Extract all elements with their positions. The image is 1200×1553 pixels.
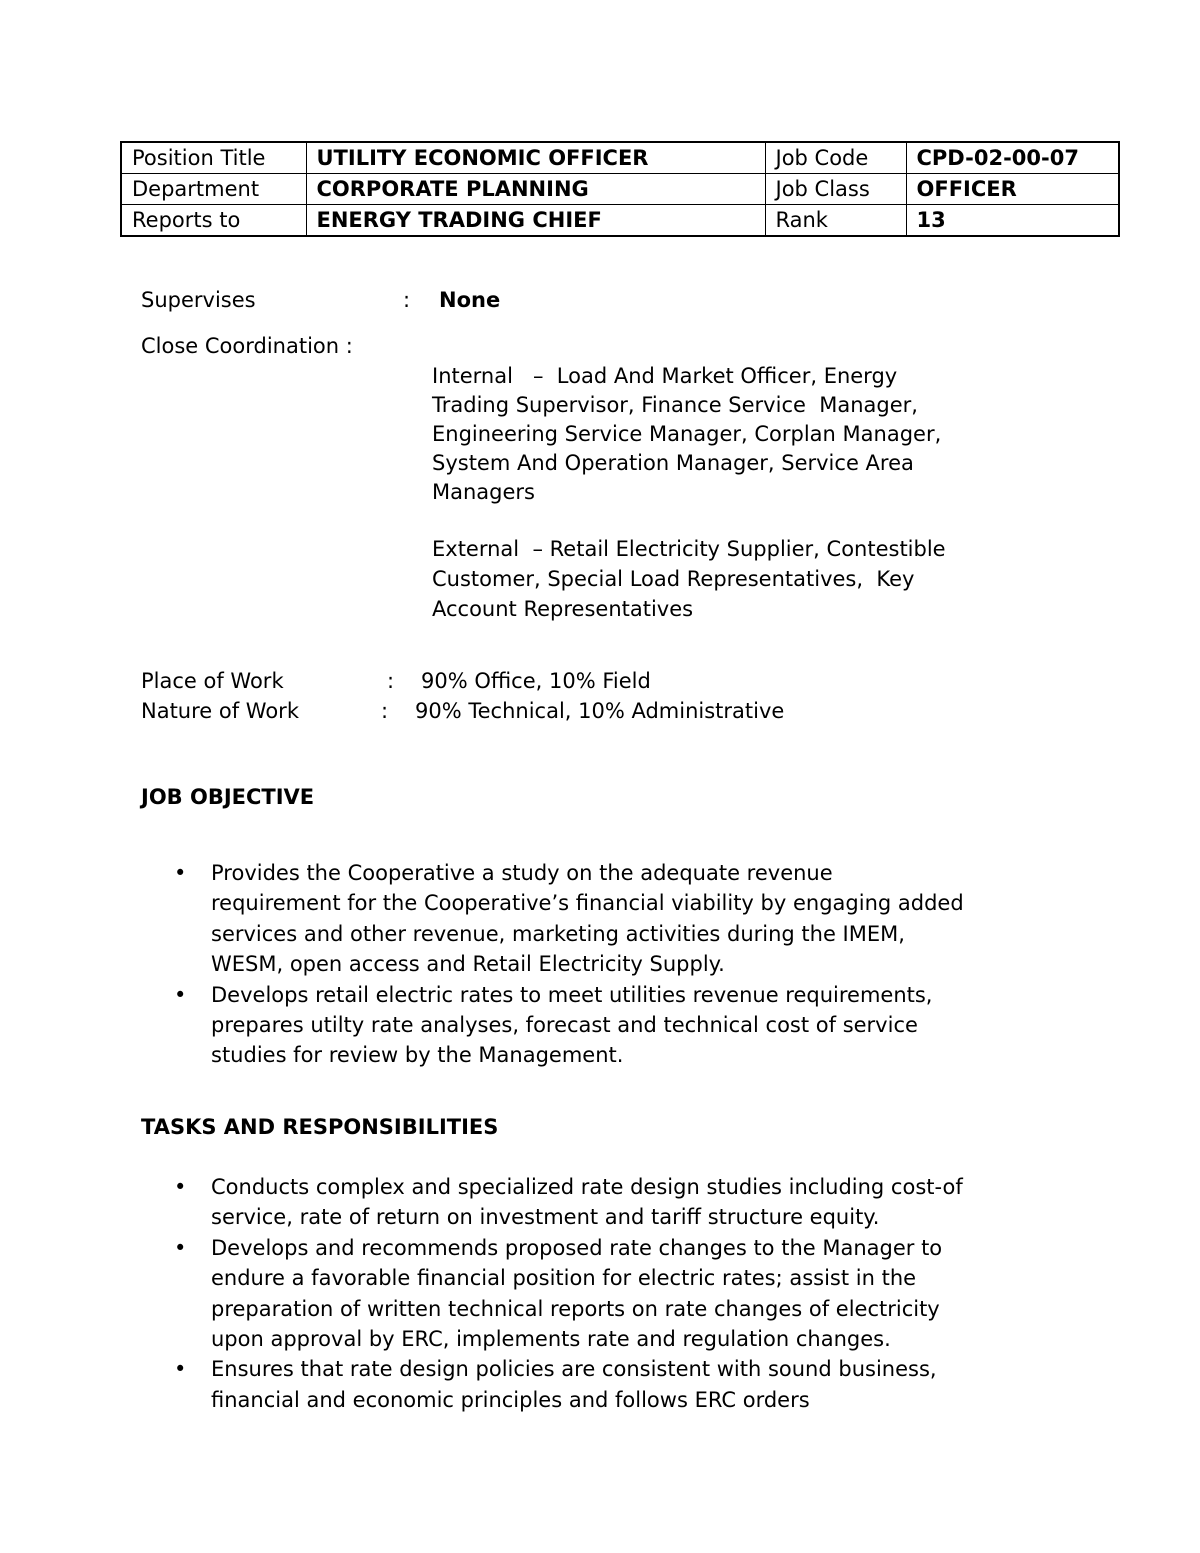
- internal-line: Internal – Load And Market Officer, Energy: [432, 364, 898, 388]
- job-objective-heading: JOB OBJECTIVE: [141, 785, 315, 809]
- tasks-list: [0, 1172, 963, 1415]
- bullet-icon: •: [174, 861, 187, 885]
- bullet-icon: •: [174, 1357, 187, 1382]
- bullet-line: Ensures that rate design policies are consistent with sound business,: [211, 1357, 937, 1382]
- list-item: [0, 1233, 963, 1355]
- supervises-value: None: [439, 288, 501, 312]
- bullet-line: services and other revenue, marketing activities during the IMEM,: [211, 921, 905, 946]
- job-class-label: Job Class: [765, 174, 906, 205]
- job-objective-list: [0, 858, 964, 1071]
- list-item: [0, 1354, 963, 1415]
- bullet-line: financial and economic principles and follows ERC orders: [211, 1387, 810, 1412]
- reports-to-value: ENERGY TRADING CHIEF: [306, 205, 765, 237]
- table-row: [121, 174, 1119, 205]
- external-coordination: [432, 534, 946, 624]
- bullet-line: endure a favorable financial position for electric rates; assist in the: [211, 1266, 917, 1291]
- department-label: Department: [121, 174, 306, 205]
- bullet-icon: •: [174, 1235, 187, 1260]
- nature-of-work-value: 90% Technical, 10% Administrative: [415, 699, 785, 723]
- bullet-line: studies for review by the Management.: [211, 1043, 624, 1068]
- internal-coordination: [432, 362, 941, 507]
- tasks-heading: TASKS AND RESPONSIBILITIES: [141, 1115, 499, 1139]
- position-title-label: Position Title: [121, 142, 306, 174]
- department-value: CORPORATE PLANNING: [306, 174, 765, 205]
- list-item: [0, 858, 964, 980]
- internal-line: Engineering Service Manager, Corplan Manager,: [432, 422, 942, 446]
- bullet-line: Provides the Cooperative a study on the adequate revenue: [211, 861, 833, 885]
- rank-label: Rank: [765, 205, 906, 237]
- reports-to-label: Reports to: [121, 205, 306, 237]
- bullet-line: service, rate of return on investment and tariff structure equity.: [211, 1205, 880, 1230]
- bullet-line: preparation of written technical reports on rate changes of electricity: [211, 1296, 940, 1321]
- bullet-icon: •: [174, 982, 187, 1007]
- bullet-line: prepares utilty rate analyses, forecast and technical cost of service: [211, 1013, 918, 1038]
- external-line: External – Retail Electricity Supplier, Contestible: [432, 537, 946, 561]
- close-coordination-label: Close Coordination :: [141, 334, 353, 358]
- place-of-work-colon: :: [387, 669, 395, 693]
- table-row: [121, 142, 1119, 174]
- job-class-value: OFFICER: [906, 174, 1119, 205]
- bullet-line: Develops and recommends proposed rate changes to the Manager to: [211, 1235, 943, 1260]
- bullet-line: upon approval by ERC, implements rate and regulation changes.: [211, 1327, 891, 1352]
- internal-line: Managers: [432, 480, 535, 504]
- internal-line: System And Operation Manager, Service Area: [432, 451, 914, 475]
- position-info-table: [120, 141, 1120, 237]
- place-of-work-label: Place of Work: [141, 669, 284, 693]
- job-code-value: CPD-02-00-07: [906, 142, 1119, 174]
- bullet-line: Develops retail electric rates to meet utilities revenue requirements,: [211, 982, 933, 1007]
- bullet-line: requirement for the Cooperative’s financial viability by engaging added: [211, 891, 964, 916]
- list-item: [0, 980, 964, 1071]
- table-row: [121, 205, 1119, 237]
- place-of-work-value: 90% Office, 10% Field: [421, 669, 651, 693]
- rank-value: 13: [906, 205, 1119, 237]
- job-code-label: Job Code: [765, 142, 906, 174]
- internal-line: Trading Supervisor, Finance Service Manager,: [432, 393, 918, 417]
- bullet-line: WESM, open access and Retail Electricity Supply.: [211, 952, 725, 977]
- external-line: Account Representatives: [432, 597, 694, 621]
- supervises-label: Supervises: [141, 288, 256, 312]
- position-title-value: UTILITY ECONOMIC OFFICER: [306, 142, 765, 174]
- list-item: [0, 1172, 963, 1233]
- external-line: Customer, Special Load Representatives, Key: [432, 567, 915, 591]
- supervises-colon: :: [403, 288, 411, 312]
- nature-of-work-colon: :: [381, 699, 389, 723]
- bullet-icon: •: [174, 1175, 187, 1199]
- nature-of-work-label: Nature of Work: [141, 699, 299, 723]
- bullet-line: Conducts complex and specialized rate design studies including cost-of: [211, 1175, 963, 1199]
